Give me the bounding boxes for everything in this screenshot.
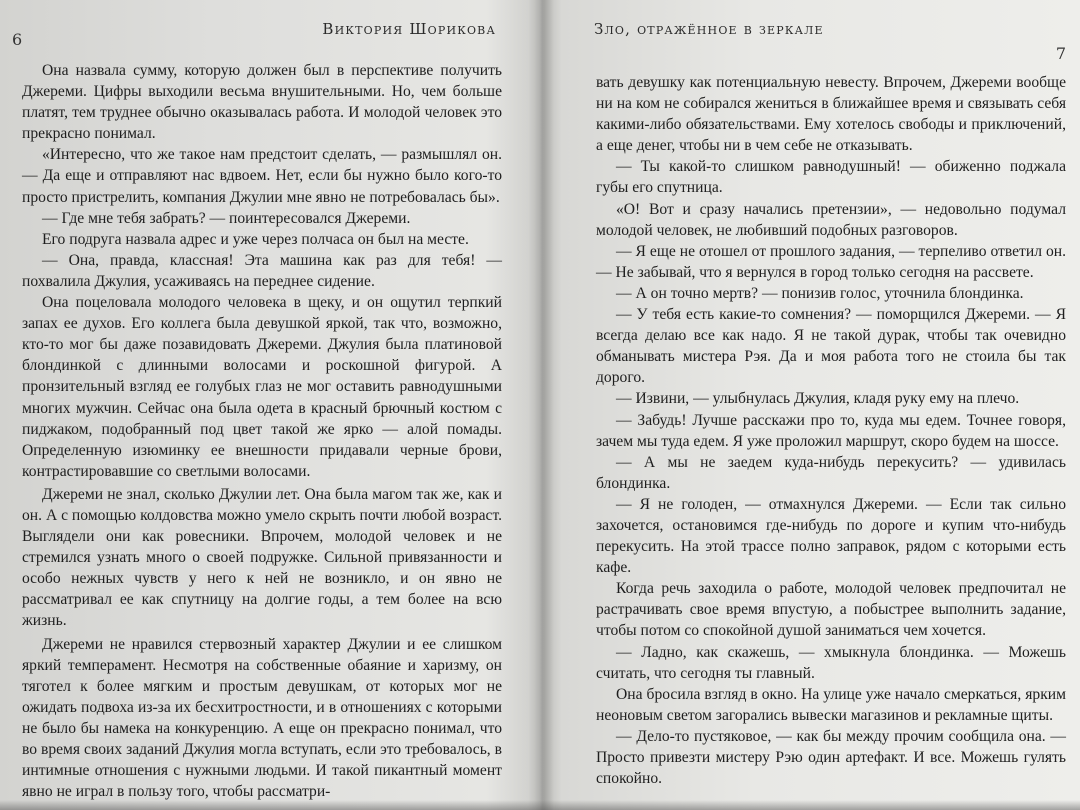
paragraph: «Интересно, что же такое нам предстоит сделать, — размышлял он. — Да еще и отправляют нас вдвоем. Нет, если бы нужно было кого-то просто пристрелить, компания Джулии мне явно не потребовалась бы». (22, 146, 502, 206)
right-page-text (596, 72, 1066, 789)
paragraph-continuation: вать девушку как потенциальную невесту. Впрочем, Джереми вообще ни на ком не собирался жениться в ближайшее время и связывать себя какими-либо обязательствами. Ему хотелось свободы и приключений, а еще денег, чтобы ни в чем себе не отказывать. (596, 74, 1066, 155)
paragraph: — А он точно мертв? — понизив голос, уточнила блондинка. (616, 284, 1024, 302)
right-running-head-title: Зло, отражённое в зеркале (594, 20, 824, 38)
paragraph: — У тебя есть какие-то сомнения? — поморщился Джереми. — Я всегда делаю все как надо. Я не такой дурак, чтобы так очевидно обманывать мистера Рэя. Да и моя работа того не стоила бы так дорого. (596, 306, 1066, 387)
paragraph: Его подруга назвала адрес и уже через полчаса он был на месте. (42, 230, 469, 248)
paragraph: — А мы не заедем куда-нибудь перекусить? — удивилась блондинка. (596, 453, 1066, 492)
paragraph: — Я еще не отошел от прошлого задания, — терпеливо ответил он. — Не забывай, что я вернулся в город только сегодня на рассвете. (596, 242, 1066, 281)
paragraph: — Где мне тебя забрать? — поинтересовался Джереми. (42, 209, 411, 227)
paragraph: — Я не голоден, — отмахнулся Джереми. — Если так сильно захочется, остановимся где-нибудь по дороге и купим что-нибудь перекусить. На этой трассе полно заправок, рядом с которыми есть кафе. (596, 495, 1066, 577)
page-bottom-edge (0, 800, 1080, 810)
paragraph: — Забудь! Лучше расскажи про то, куда мы едем. Точнее говоря, зачем мы туда едем. Я уже проложил маршрут, скоро будем на шоссе. (596, 411, 1066, 450)
paragraph: Она поцеловала молодого человека в щеку, и он ощутил терпкий запах ее духов. Его коллега была девушкой яркой, так что, возможно, кто-то мог бы даже позавидовать Джереми. Джулия была платиновой блондинкой с длинными волосами и роскошной фигурой. А пронзительный взгляд ее голубых глаз не мог оставить равнодушными многих мужчин. Сейчас она была одета в красный брючный костюм с пиджаком, подобранный под цвет такой же ярко — алой помады. Определенную изюминку ее внешности придавали черные брови, контрастировавшие со светлыми волосами. (22, 294, 502, 480)
paragraph: — Ладно, как скажешь, — хмыкнула блондинка. — Можешь считать, что сегодня ты главный. (596, 643, 1066, 682)
paragraph: Когда речь заходила о работе, молодой человек предпочитал не растрачивать свое время впустую, а побыстрее выполнить задание, чтобы потом со спокойной душой заниматься чем хочется. (596, 580, 1066, 640)
left-page-number: 6 (12, 30, 23, 49)
paragraph: Джереми не знал, сколько Джулии лет. Она была магом так же, как и он. А с помощью колдовства можно умело скрыть почти любой возраст. Выглядели они как ровесники. Впрочем, молодой человек и не стремился узнать много о своей подружке. Сильной привязанности и особо нежных чувств у него к ней не возникло, и он явно не рассматривал ее как спутницу на долгие годы, а тем более на всю жизнь. (22, 485, 502, 630)
paragraph: Она бросила взгляд в окно. На улице уже начало смеркаться, ярким неоновым светом загорались вывески магазинов и рекламные щиты. (596, 685, 1066, 724)
paragraph: «О! Вот и сразу начались претензии», — недовольно подумал молодой человек, не любивший подобных разговоров. (596, 200, 1066, 239)
paragraph: — Ты какой-то слишком равнодушный! — обиженно поджала губы его спутница. (596, 158, 1066, 197)
left-page-text (22, 60, 502, 802)
right-page (548, 0, 1080, 810)
paragraph: — Дело-то пустяковое, — как бы между прочим сообщила она. — Просто привезти мистеру Рэю один артефакт. И все. Можешь гулять спокойно. (596, 727, 1066, 788)
paragraph: — Она, правда, классная! Эта машина как раз для тебя! — похвалила Джулия, усаживаясь на переднее сидение. (22, 251, 502, 290)
paragraph: Джереми не нравился стервозный характер Джулии и ее слишком яркий темперамент. Несмотря на собственные обаяние и харизму, он тяготел к более мягким и простым девушкам, от которых мог не ожидать подвоха из-за их бесхитростности, и в отношениях с которыми не было бы намека на конкуренцию. А еще он прекрасно понимал, что во время своих заданий Джулия могла вступать, если это требовалось, в интимные отношения с нужными людьми. И такой пикантный момент явно не играл в пользу того, чтобы рассматри- (22, 635, 502, 801)
book-gutter (528, 0, 554, 810)
paragraph: — Извини, — улыбнулась Джулия, кладя руку ему на плечо. (616, 390, 1020, 408)
paragraph: Она назвала сумму, которую должен был в перспективе получить Джереми. Цифры выходили весьма внушительными. Но, чем больше платят, тем труднее обычно оказывалась работа. И молодой человек это прекрасно понимал. (22, 62, 502, 143)
right-page-number: 7 (1055, 44, 1066, 63)
left-running-head-author: Виктория Шорикова (322, 20, 496, 38)
